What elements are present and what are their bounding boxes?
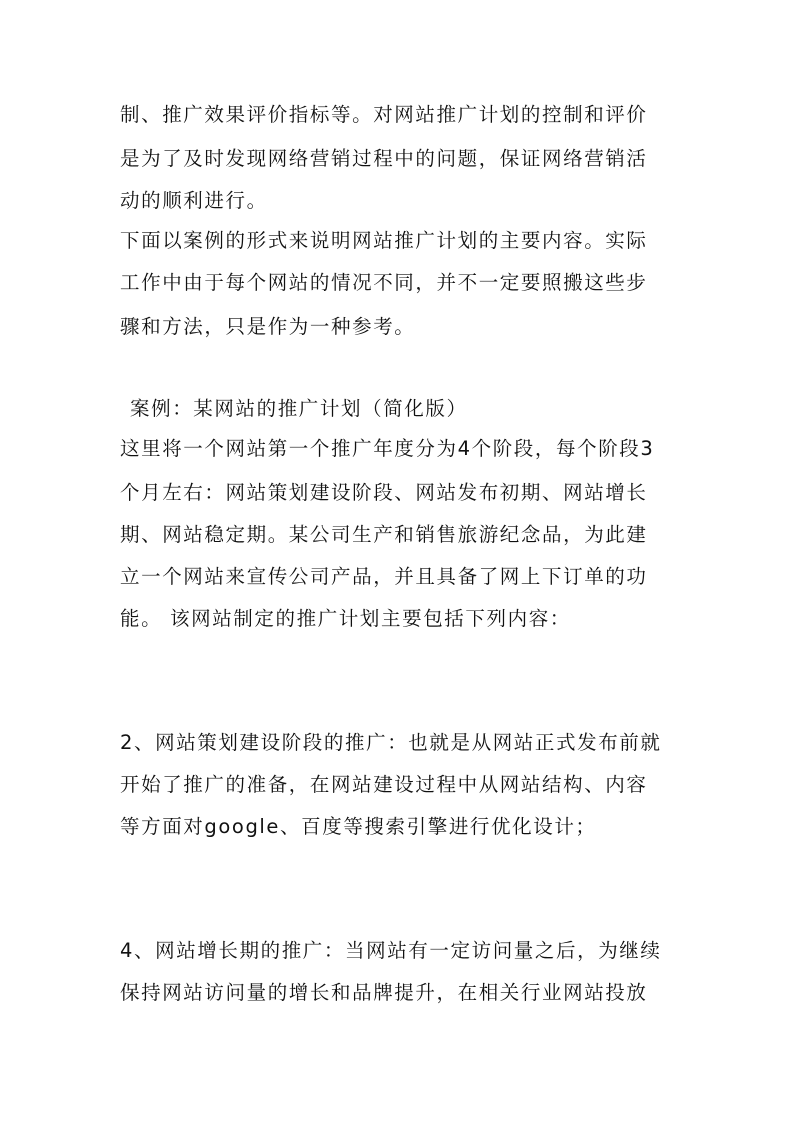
text-line: 下面以案例的形式来说明网站推广计划的主要内容。实际 xyxy=(120,229,648,252)
text-line: 立一个网站来宣传公司产品，并且具备了网上下订单的功 xyxy=(120,565,648,588)
text-line: 等方面对google、百度等搜索引擎进行优化设计； xyxy=(120,815,597,838)
text-line: 骤和方法，只是作为一种参考。 xyxy=(120,315,416,338)
case-heading: 案例：某网站的推广计划（简化版） xyxy=(130,397,468,420)
text-line: 工作中由于每个网站的情况不同，并不一定要照搬这些步 xyxy=(120,271,648,294)
text-line: 能。 该网站制定的推广计划主要包括下列内容： xyxy=(120,607,571,630)
text-line: 制、推广效果评价指标等。对网站推广计划的控制和评价 xyxy=(120,103,648,126)
text-line: 是为了及时发现网络营销过程中的问题，保证网络营销活 xyxy=(120,147,648,170)
text-line: 这里将一个网站第一个推广年度分为4个阶段，每个阶段3 xyxy=(120,437,655,460)
text-line: 2、网站策划建设阶段的推广：也就是从网站正式发布前就 xyxy=(120,731,662,754)
text-line: 动的顺利进行。 xyxy=(120,189,268,212)
text-line: 开始了推广的准备，在网站建设过程中从网站结构、内容 xyxy=(120,773,648,796)
text-line: 保持网站访问量的增长和品牌提升，在相关行业网站投放 xyxy=(120,981,648,1004)
text-line: 4、网站增长期的推广：当网站有一定访问量之后，为继续 xyxy=(120,939,662,962)
text-line: 期、网站稳定期。某公司生产和销售旅游纪念品，为此建 xyxy=(120,523,648,546)
text-line: 个月左右：网站策划建设阶段、网站发布初期、网站增长 xyxy=(120,481,648,504)
